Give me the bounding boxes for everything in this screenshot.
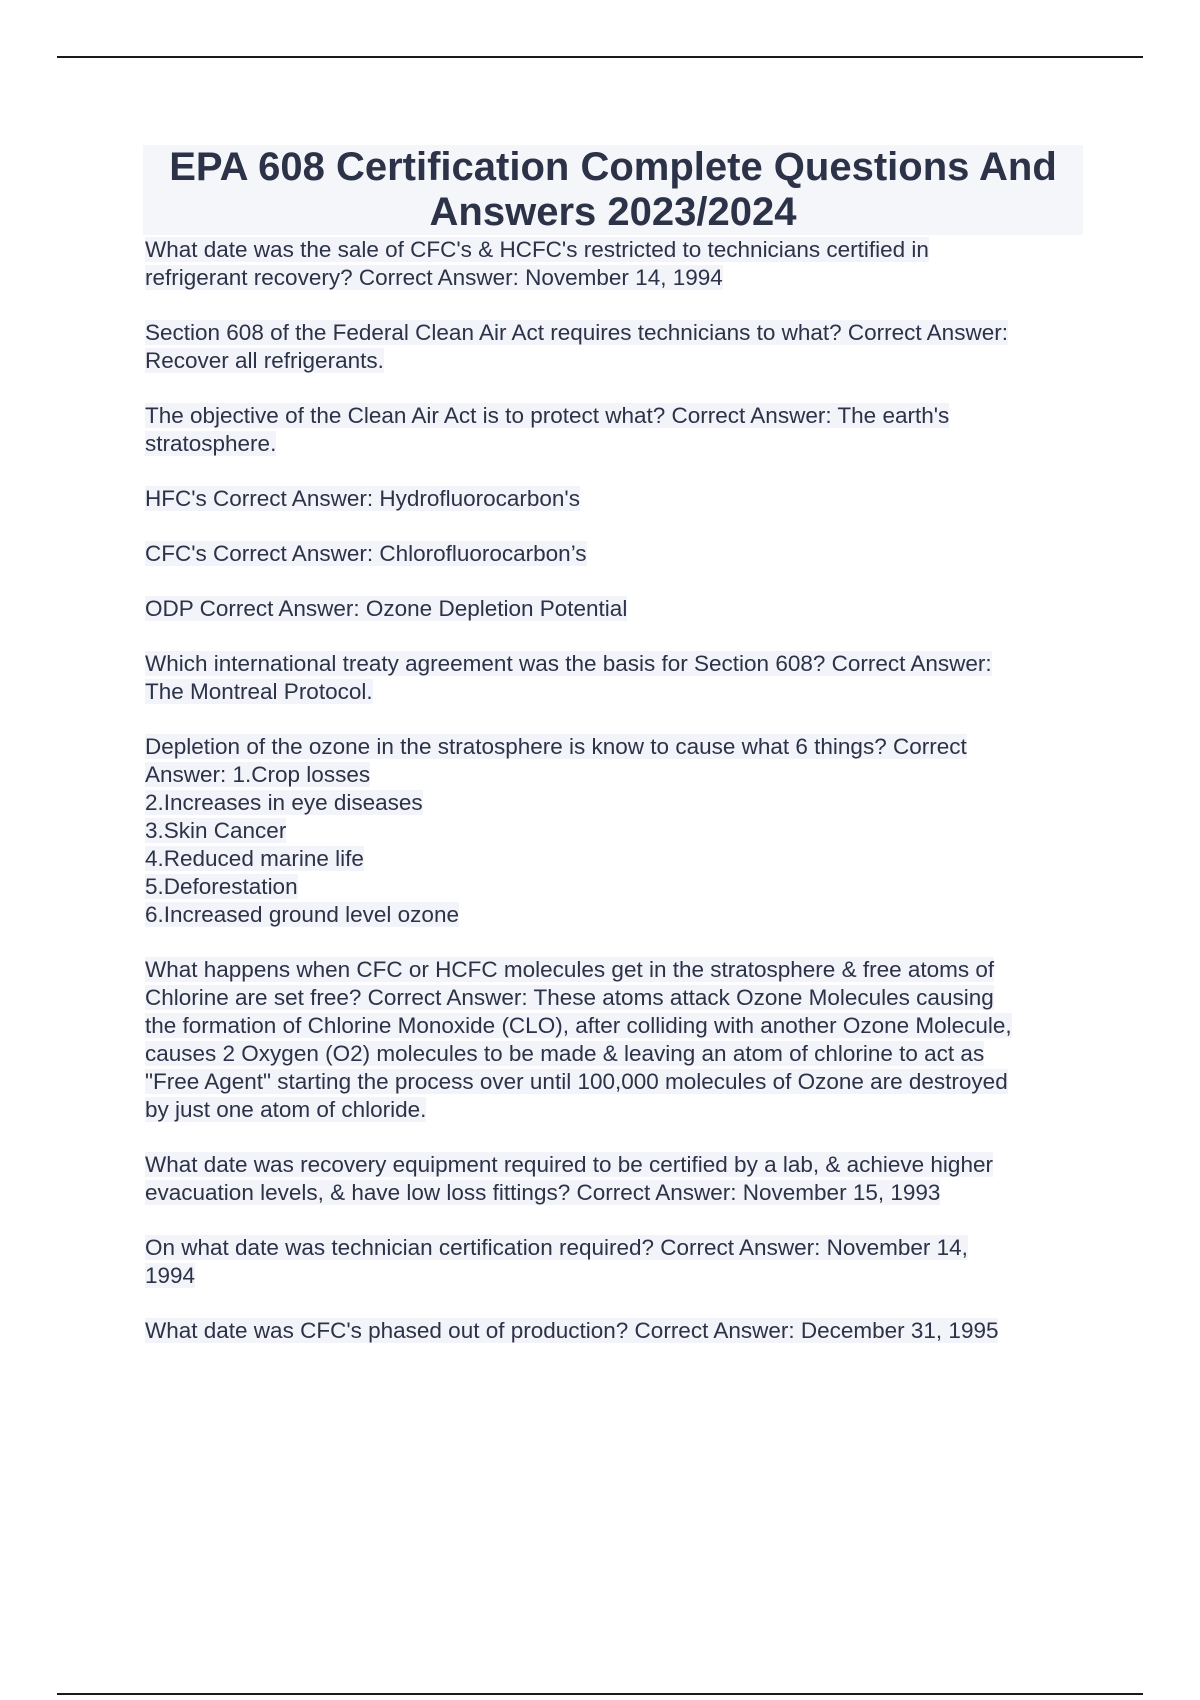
qa-item <box>145 733 1085 929</box>
qa-item <box>145 595 1085 623</box>
qa-item <box>145 402 1085 458</box>
qa-item <box>145 956 1085 1124</box>
qa-item <box>145 650 1085 706</box>
qa-item <box>145 485 1085 513</box>
qa-list <box>145 236 1085 1372</box>
qa-text: HFC's Correct Answer: Hydrofluorocarbon's <box>145 486 580 511</box>
top-rule <box>57 56 1143 58</box>
qa-item <box>145 319 1085 375</box>
qa-text: What happens when CFC or HCFC molecules get in the stratosphere & free atoms of Chlorine are set free? Correct Answer: These atoms attack Ozone Molecules causing the formation of Chlorine Monoxide (CLO), after colliding with another Ozone Molecule, causes 2 Oxygen (O2) molecules to be made & leaving an atom of chlorine to act as "Free Agent" starting the process over until 100,000 molecules of Ozone are destroyed by just one atom of chloride. <box>145 957 1012 1122</box>
title-line-2: Answers 2023/2024 <box>429 190 797 234</box>
qa-text: The objective of the Clean Air Act is to protect what? Correct Answer: The earth's stratosphere. <box>145 403 950 456</box>
qa-text: What date was the sale of CFC's & HCFC's restricted to technicians certified in refrigerant recovery? Correct Answer: November 14, 1994 <box>145 237 929 290</box>
qa-text: Depletion of the ozone in the stratosphere is know to cause what 6 things? Correct Answer: 1.Crop losses 2.Increases in eye diseases 3.Skin Cancer 4.Reduced marine life 5.Deforestation 6.Increased ground level ozone <box>145 734 967 927</box>
qa-text: CFC's Correct Answer: Chlorofluorocarbon’s <box>145 541 587 566</box>
qa-item <box>145 236 1085 292</box>
qa-text: On what date was technician certification required? Correct Answer: November 14, 1994 <box>145 1235 968 1288</box>
bottom-rule <box>57 1693 1143 1695</box>
qa-text: ODP Correct Answer: Ozone Depletion Potential <box>145 596 628 621</box>
qa-item <box>145 1151 1085 1207</box>
qa-item <box>145 540 1085 568</box>
document-title <box>143 145 1083 235</box>
qa-text: What date was recovery equipment required to be certified by a lab, & achieve higher evacuation levels, & have low loss fittings? Correct Answer: November 15, 1993 <box>145 1152 993 1205</box>
title-line-1: EPA 608 Certification Complete Questions And <box>169 145 1057 189</box>
qa-item <box>145 1234 1085 1290</box>
qa-item <box>145 1317 1085 1345</box>
qa-text: Which international treaty agreement was the basis for Section 608? Correct Answer: The Montreal Protocol. <box>145 651 992 704</box>
qa-text: What date was CFC's phased out of production? Correct Answer: December 31, 1995 <box>145 1318 999 1343</box>
qa-text: Section 608 of the Federal Clean Air Act requires technicians to what? Correct Answer: Recover all refrigerants. <box>145 320 1008 373</box>
